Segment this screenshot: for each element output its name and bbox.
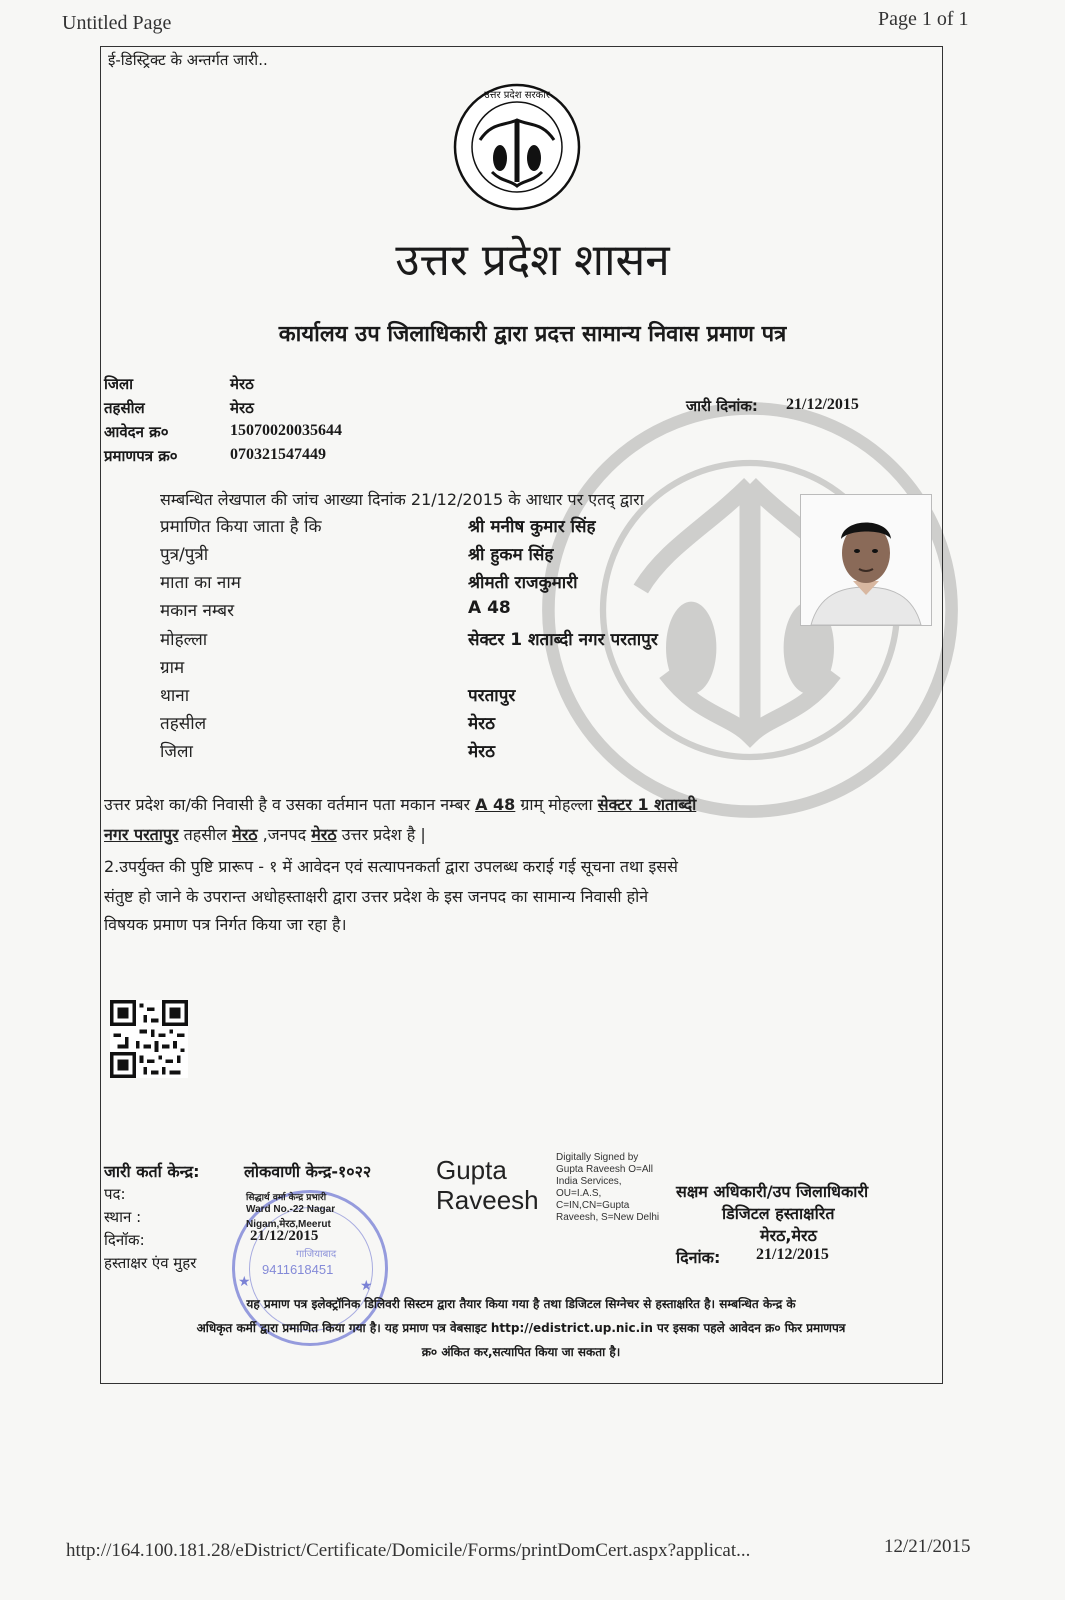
para1-part5: उत्तर प्रदेश है | xyxy=(341,825,426,844)
issuer-sign-label: हस्ताक्षर एंव मुहर xyxy=(104,1254,197,1272)
detail-value: मेरठ xyxy=(468,714,495,734)
detail-value: श्री हुकम सिंह xyxy=(468,545,554,565)
residence-paragraph xyxy=(104,790,904,850)
signature-meta-2: Gupta Raveesh O=All xyxy=(556,1164,653,1175)
stamp-phone: 9411618451 xyxy=(262,1262,334,1277)
print-page-title: Untitled Page xyxy=(62,12,172,34)
signature-first-name: Gupta xyxy=(436,1155,507,1185)
signature-meta-3: India Services, xyxy=(556,1176,622,1187)
qr-code xyxy=(110,1000,188,1078)
up-state-emblem-icon xyxy=(452,82,582,212)
detail-label: ग्राम xyxy=(160,658,185,678)
para2-line1: 2.उपर्युक्त की पुष्टि प्रारूप - १ में आवेदन एवं सत्यापनकर्ता द्वारा उपलब्ध कराई गई सूचना तथा इससे xyxy=(104,857,678,876)
authority-line2: डिजिटल हस्ताक्षरित xyxy=(722,1204,835,1223)
certificate-no-label: प्रमाणपत्र क्र० xyxy=(104,447,178,465)
footer-note-line3: क्र० अंकित कर,सत्यापित किया जा सकता है। xyxy=(421,1345,621,1359)
detail-label: माता का नाम xyxy=(160,573,241,593)
issuer-center-label: जारी कर्ता केन्द्र: xyxy=(104,1162,200,1181)
applicant-photo xyxy=(800,494,932,626)
document-title: उत्तर प्रदेश शासन xyxy=(395,235,670,286)
detail-value: श्री मनीष कुमार सिंह xyxy=(468,517,596,537)
issue-date-value: 21/12/2015 xyxy=(786,396,859,413)
signature-meta-5: C=IN,CN=Gupta xyxy=(556,1200,630,1211)
stamp-ring-top: गाजियाबाद xyxy=(296,1249,337,1260)
detail-label: थाना xyxy=(160,686,190,706)
detail-value: मेरठ xyxy=(468,742,495,762)
authority-line3: मेरठ,मेरठ xyxy=(760,1226,817,1245)
para2-line3: विषयक प्रमाण पत्र निर्गत किया जा रहा है। xyxy=(104,915,347,934)
detail-value: श्रीमती राजकुमारी xyxy=(468,573,578,593)
stamp-star-right-icon: ★ xyxy=(360,1278,373,1294)
para1-part4: ,जनपद xyxy=(262,825,307,844)
detail-label: प्रमाणित किया जाता है कि xyxy=(160,517,322,537)
footer-note xyxy=(104,1292,938,1364)
footer-note-line1: यह प्रमाण पत्र इलेक्ट्रॉनिक डिलिवरी सिस्टम द्वारा तैयार किया गया है तथा डिजिटल सिग्नेचर से हस्ताक्षरित है। सम्बन्धित केन्द्र के xyxy=(246,1297,796,1311)
stamp-line2: Ward No.-22 Nagar xyxy=(246,1204,336,1215)
print-url: http://164.100.181.28/eDistrict/Certificate/Domicile/Forms/printDomCert.aspx?applicat... xyxy=(66,1540,751,1561)
print-page-number: Page 1 of 1 xyxy=(878,8,969,30)
para1-part1: उत्तर प्रदेश का/की निवासी है व उसका वर्तमान पता मकान नम्बर xyxy=(104,795,470,814)
tehsil-label: तहसील xyxy=(104,399,145,417)
detail-label: मकान नम्बर xyxy=(160,601,235,621)
application-no-label: आवेदन क्र० xyxy=(104,423,169,441)
para1-mohalla-a: सेक्टर 1 शताब्दी xyxy=(597,795,697,814)
print-date: 12/21/2015 xyxy=(884,1536,971,1557)
intro-line: सम्बन्धित लेखपाल की जांच आख्या दिनांक 21/12/2015 के आधार पर एतद् द्वारा xyxy=(160,490,644,509)
document-subtitle: कार्यालय उप जिलाधिकारी द्वारा प्रदत्त सामान्य निवास प्रमाण पत्र xyxy=(278,322,787,347)
emblem-text: उत्तर प्रदेश सरकार xyxy=(484,90,550,101)
issue-date-label: जारी दिनांक: xyxy=(686,397,758,415)
signature-meta-6: Raveesh, S=New Delhi xyxy=(556,1212,660,1223)
signature-meta-1: Digitally Signed by xyxy=(556,1152,639,1163)
footer-note-line2: अधिकृत कर्मी द्वारा प्रमाणित किया गया है। यह प्रमाण पत्र वेबसाइट http://edistrict.up.nic.in पर इसका पहले आवेदन क्र० फिर प्रमाणपत्र xyxy=(196,1321,846,1335)
para1-house: A 48 xyxy=(475,795,516,814)
detail-label: तहसील xyxy=(160,714,207,734)
stamp-date: 21/12/2015 xyxy=(250,1228,319,1244)
application-no-value: 15070020035644 xyxy=(230,422,342,439)
signature-last-name: Raveesh xyxy=(436,1185,539,1215)
para1-part2: ग्राम् मोहल्ला xyxy=(520,795,593,814)
para1-part3: तहसील xyxy=(183,825,228,844)
stamp-line1: सिद्धार्थ वर्मा केन्द्र प्रभारी xyxy=(246,1193,327,1203)
detail-label: जिला xyxy=(160,742,193,762)
authority-date-value: 21/12/2015 xyxy=(756,1246,829,1263)
stamp-star-left-icon: ★ xyxy=(238,1274,251,1290)
tehsil-value: मेरठ xyxy=(230,399,254,417)
district-value: मेरठ xyxy=(230,375,254,393)
district-label: जिला xyxy=(104,375,134,393)
authority-line1: सक्षम अधिकारी/उप जिलाधिकारी xyxy=(676,1182,869,1201)
stamp-line3: Nigam,मेरठ,Meerut xyxy=(246,1219,331,1230)
detail-label: पुत्र/पुत्री xyxy=(160,545,209,565)
top-note: ई-डिस्ट्रिक्ट के अन्तर्गत जारी.. xyxy=(108,51,268,69)
detail-value: सेक्टर 1 शताब्दी नगर परतापुर xyxy=(468,630,658,650)
certificate-no-value: 070321547449 xyxy=(230,446,326,463)
para2-line2: संतुष्ट हो जाने के उपरान्त अधोहस्ताक्षरी द्वारा उत्तर प्रदेश के इस जनपद का सामान्य निवासी होने xyxy=(104,887,649,906)
issuer-post-label: पद: xyxy=(104,1185,126,1203)
signature-meta-4: OU=I.A.S, xyxy=(556,1188,602,1199)
detail-label: मोहल्ला xyxy=(160,630,208,650)
issuer-date-label: दिनॉक: xyxy=(104,1231,145,1249)
detail-value: A 48 xyxy=(468,598,511,618)
para1-mohalla-b: नगर परतापुर xyxy=(104,825,179,844)
para1-tehsil: मेरठ xyxy=(232,825,258,844)
detail-value: परतापुर xyxy=(468,686,516,706)
issuer-place-label: स्थान : xyxy=(104,1208,142,1226)
issuer-center-value: लोकवाणी केन्द्र-१०२२ xyxy=(244,1162,372,1181)
para1-district: मेरठ xyxy=(311,825,337,844)
authority-date-label: दिनांक: xyxy=(676,1248,721,1267)
